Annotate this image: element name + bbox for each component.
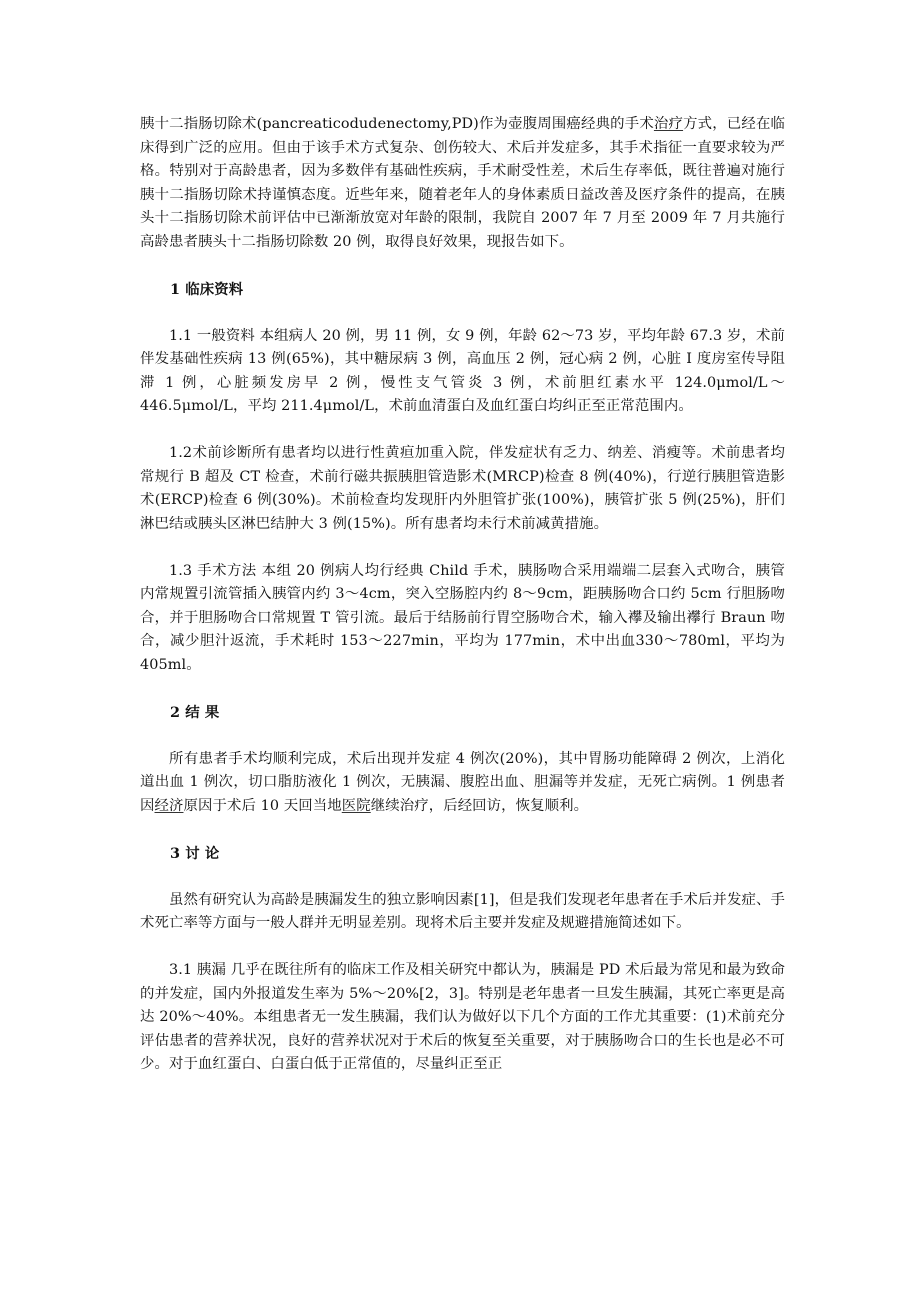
- link-economy[interactable]: 经济: [154, 797, 184, 814]
- spacer: [140, 536, 785, 560]
- spacer: [140, 419, 785, 443]
- section-heading-results: 2 结 果: [170, 703, 220, 721]
- spacer: [140, 254, 785, 278]
- spacer: [140, 301, 785, 325]
- spacer: [140, 724, 785, 748]
- paragraph-results: [140, 748, 785, 819]
- article-body: [140, 113, 785, 1077]
- intro-text-1: 胰十二指肠切除术(pancreaticodudenectomy,PD)作为壶腹周围癌经典的手术: [140, 116, 654, 132]
- link-treatment[interactable]: 治疗: [653, 116, 684, 132]
- results-text-1: 所有患者手术均顺利完成，术后出现并发症 4 例次(20%)，其中胃肠功能障碍 2 例次，上消化道出血 1 例次，切口脂肪液化 1 例次，无胰漏、腹腔出血、胆漏等并发症，无死亡病例。1 例患者因: [140, 750, 785, 814]
- section-heading-discussion: 3 讨 论: [170, 844, 220, 862]
- spacer: [140, 865, 785, 889]
- section-heading-clinical-data: 1 临床资料: [170, 280, 244, 298]
- paragraph-general-data: 1.1 一般资料 本组病人 20 例，男 11 例，女 9 例，年龄 62～73 岁，平均年龄 67.3 岁，术前伴发基础性疾病 13 例(65%)，其中糖尿病 3 例，高血压 2 例，冠心病 2 例，心脏 I 度房室传导阻滞 1 例，心脏频发房早 2 例，慢性支气管炎 3 例，术前胆红素水平 124.0μmol/L～446.5μmol/L，平均 211.4μmol/L，术前血清蛋白及血红蛋白均纠正至正常范围内。: [140, 327, 785, 414]
- spacer: [140, 936, 785, 960]
- spacer: [140, 818, 785, 842]
- intro-paragraph: [140, 113, 785, 254]
- results-text-2: 原因于术后 10 天回当地: [183, 797, 342, 814]
- paragraph-pancreatic-fistula: 3.1 胰漏 几乎在既往所有的临床工作及相关研究中都认为，胰漏是 PD 术后最为常见和最为致命的并发症，国内外报道发生率为 5%～20%[2，3]。特别是老年患者一旦发生胰漏，其死亡率更是高达 20%～40%。本组患者无一发生胰漏，我们认为做好以下几个方面的工作尤其重要：(1)术前充分评估患者的营养状况，良好的营养状况对于术后的恢复至关重要，对于胰肠吻合口的生长也是必不可少。对于血红蛋白、白蛋白低于正常值的，尽量纠正至正: [140, 962, 785, 1072]
- paragraph-surgical-method: 1.3 手术方法 本组 20 例病人均行经典 Child 手术，胰肠吻合采用端端二层套入式吻合，胰管内常规置引流管插入胰管内约 3～4cm，突入空肠腔内约 8～9cm，距胰肠吻合口约 5cm 行胆肠吻合，并于胆肠吻合口常规置 T 管引流。最后于结肠前行胃空肠吻合术，输入襻及输出襻行 Braun 吻合，减少胆汁返流，手术耗时 153～227min，平均为 177min，术中出血330～780ml，平均为 405ml。: [140, 562, 785, 673]
- link-hospital[interactable]: 医院: [341, 797, 371, 814]
- intro-text-2: 方式，已经在临床得到广泛的应用。但由于该手术方式复杂、创伤较大、术后并发症多，其手术指征一直要求较为严格。特别对于高龄患者，因为多数伴有基础性疾病，手术耐受性差，术后生存率低，既往普遍对施行胰十二指肠切除术持谨慎态度。近些年来，随着老年人的身体素质日益改善及医疗条件的提高，在胰头十二指肠切除术前评估中已渐渐放宽对年龄的限制，我院自 2007 年 7 月至 2009 年 7 月共施行高龄患者胰头十二指肠切除数 20 例，取得良好效果，现报告如下。: [140, 116, 786, 250]
- paragraph-discussion-intro: 虽然有研究认为高龄是胰漏发生的独立影响因素[1]，但是我们发现老年患者在手术后并发症、手术死亡率等方面与一般人群并无明显差别。现将术后主要并发症及规避措施简述如下。: [140, 891, 785, 931]
- spacer: [140, 677, 785, 701]
- paragraph-preop-diagnosis: 1.2术前诊断所有患者均以进行性黄疸加重入院，伴发症状有乏力、纳差、消瘦等。术前患者均常规行 B 超及 CT 检查，术前行磁共振胰胆管造影术(MRCP)检查 8 例(40%)，行逆行胰胆管造影术(ERCP)检查 6 例(30%)。术前检查均发现肝内外胆管扩张(100%)，胰管扩张 5 例(25%)，肝们淋巴结或胰头区淋巴结肿大 3 例(15%)。所有患者均未行术前减黄措施。: [140, 445, 785, 532]
- results-text-3: 继续治疗，后经回访，恢复顺利。: [370, 797, 589, 814]
